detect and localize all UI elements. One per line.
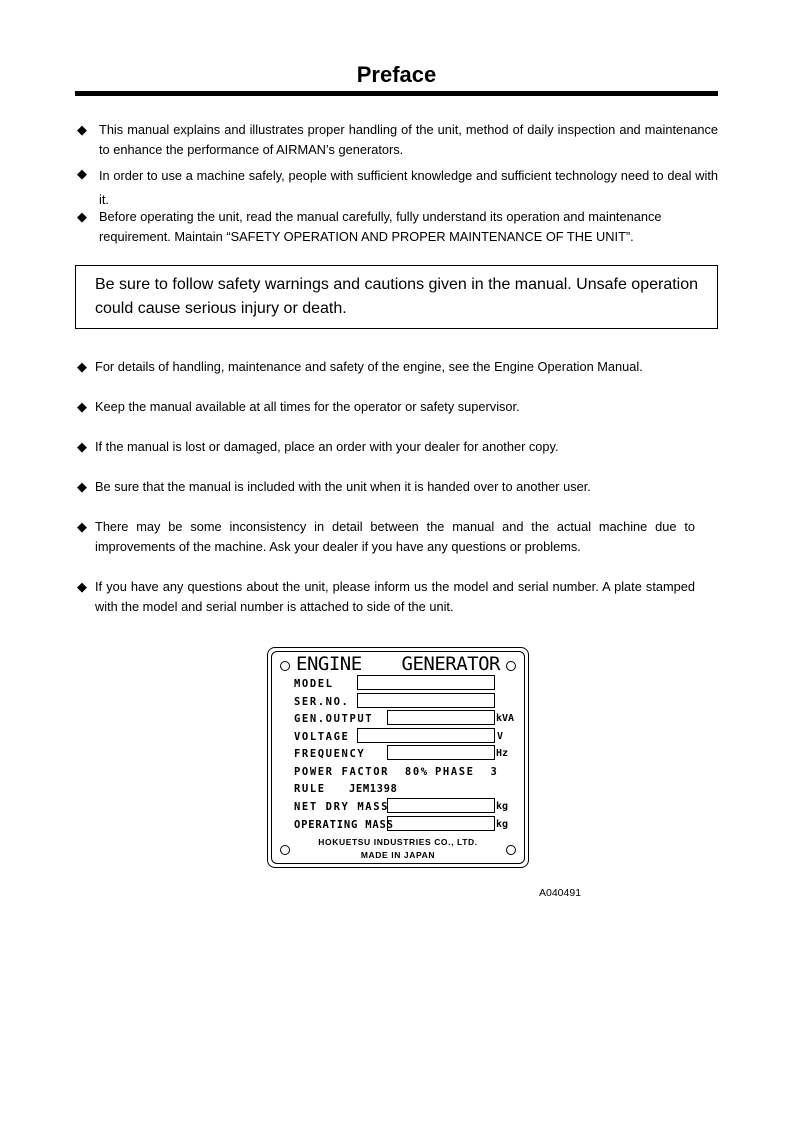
voltage-label: VOLTAGE xyxy=(294,731,350,743)
title-rule xyxy=(75,91,718,96)
intro-bullet-text: Before operating the unit, read the manual carefully, fully understand its operation and maintenance requirement. Maintain “SAFETY OPERATION AND PROPER MAINTENANCE OF THE UNIT”. xyxy=(99,209,662,244)
intro-bullet xyxy=(77,207,718,247)
voltage-unit: V xyxy=(497,731,504,742)
diamond-bullet-icon: ◆ xyxy=(77,479,87,494)
diamond-bullet-icon: ◆ xyxy=(77,399,87,414)
gen-output-label: GEN.OUTPUT xyxy=(294,713,374,725)
diamond-bullet-icon: ◆ xyxy=(77,359,87,374)
serial-number-label: SER.NO. xyxy=(294,696,350,708)
diamond-bullet-icon: ◆ xyxy=(77,122,87,137)
serial-number-field xyxy=(357,693,495,708)
note-bullet-text: There may be some inconsistency in detail between the manual and the actual machine due to improvements of the machine. Ask your dealer if you have any questions or problems. xyxy=(95,519,695,554)
power-factor-label: POWER FACTOR 80% xyxy=(294,766,429,778)
page-title: Preface xyxy=(356,62,437,87)
country-of-origin: MADE IN JAPAN xyxy=(360,850,436,860)
model-label: MODEL xyxy=(294,678,334,690)
figure-id: A040491 xyxy=(539,887,582,899)
operating-mass-unit: kg xyxy=(496,819,509,830)
diamond-bullet-icon: ◆ xyxy=(77,166,87,181)
manufacturer-name: HOKUETSU INDUSTRIES CO., LTD. xyxy=(318,837,478,847)
note-bullet-text: Keep the manual available at all times for the operator or safety supervisor. xyxy=(95,399,520,414)
net-dry-mass-unit: kg xyxy=(496,801,509,812)
gen-output-field xyxy=(387,710,495,725)
diamond-bullet-icon: ◆ xyxy=(77,519,87,534)
nameplate-title xyxy=(268,653,528,675)
frequency-unit: Hz xyxy=(496,748,509,759)
intro-bullet-text: This manual explains and illustrates proper handling of the unit, method of daily inspection and maintenance to enhance the performance of AIRMAN’s generators. xyxy=(99,122,718,157)
intro-bullet-text: In order to use a machine safely, people with sufficient knowledge and sufficient technology need to deal with it. xyxy=(99,168,718,207)
frequency-label: FREQUENCY xyxy=(294,748,366,760)
note-bullet xyxy=(77,437,695,457)
note-bullet-text: Be sure that the manual is included with the unit when it is handed over to another user. xyxy=(95,479,591,494)
nameplate-title-left: ENGINE xyxy=(296,653,362,675)
note-bullet xyxy=(77,477,695,497)
operating-mass-field xyxy=(387,816,495,831)
diamond-bullet-icon: ◆ xyxy=(77,439,87,454)
net-dry-mass-label: NET DRY MASS xyxy=(294,801,390,813)
diamond-bullet-icon: ◆ xyxy=(77,579,87,594)
voltage-field xyxy=(357,728,495,743)
rule-label: RULE xyxy=(294,783,326,795)
note-bullet-text: For details of handling, maintenance and safety of the engine, see the Engine Operation Manual. xyxy=(95,359,643,374)
intro-bullet xyxy=(77,164,718,212)
note-bullet xyxy=(77,577,695,617)
safety-warning-text: Be sure to follow safety warnings and cautions given in the manual. Unsafe operation could cause serious injury or death. xyxy=(95,276,699,317)
rule-value: JEM1398 xyxy=(349,783,398,795)
gen-output-unit: kVA xyxy=(496,713,515,724)
diamond-bullet-icon: ◆ xyxy=(77,209,87,224)
frequency-field xyxy=(387,745,495,760)
nameplate-title-right: GENERATOR xyxy=(401,653,500,675)
operating-mass-label: OPERATING MASS xyxy=(294,819,394,831)
phase-label: PHASE 3 xyxy=(435,766,499,778)
note-bullet xyxy=(77,517,695,557)
intro-bullet xyxy=(77,120,718,160)
nameplate-illustration xyxy=(267,647,529,868)
net-dry-mass-field xyxy=(387,798,495,813)
note-bullet-text: If you have any questions about the unit, please inform us the model and serial number. A plate stamped with the model and serial number is attached to side of the unit. xyxy=(95,579,695,614)
model-field xyxy=(357,675,495,690)
safety-warning-box xyxy=(75,265,718,329)
note-bullet xyxy=(77,397,695,417)
note-bullet-text: If the manual is lost or damaged, place an order with your dealer for another copy. xyxy=(95,439,559,454)
note-bullet xyxy=(77,357,695,377)
